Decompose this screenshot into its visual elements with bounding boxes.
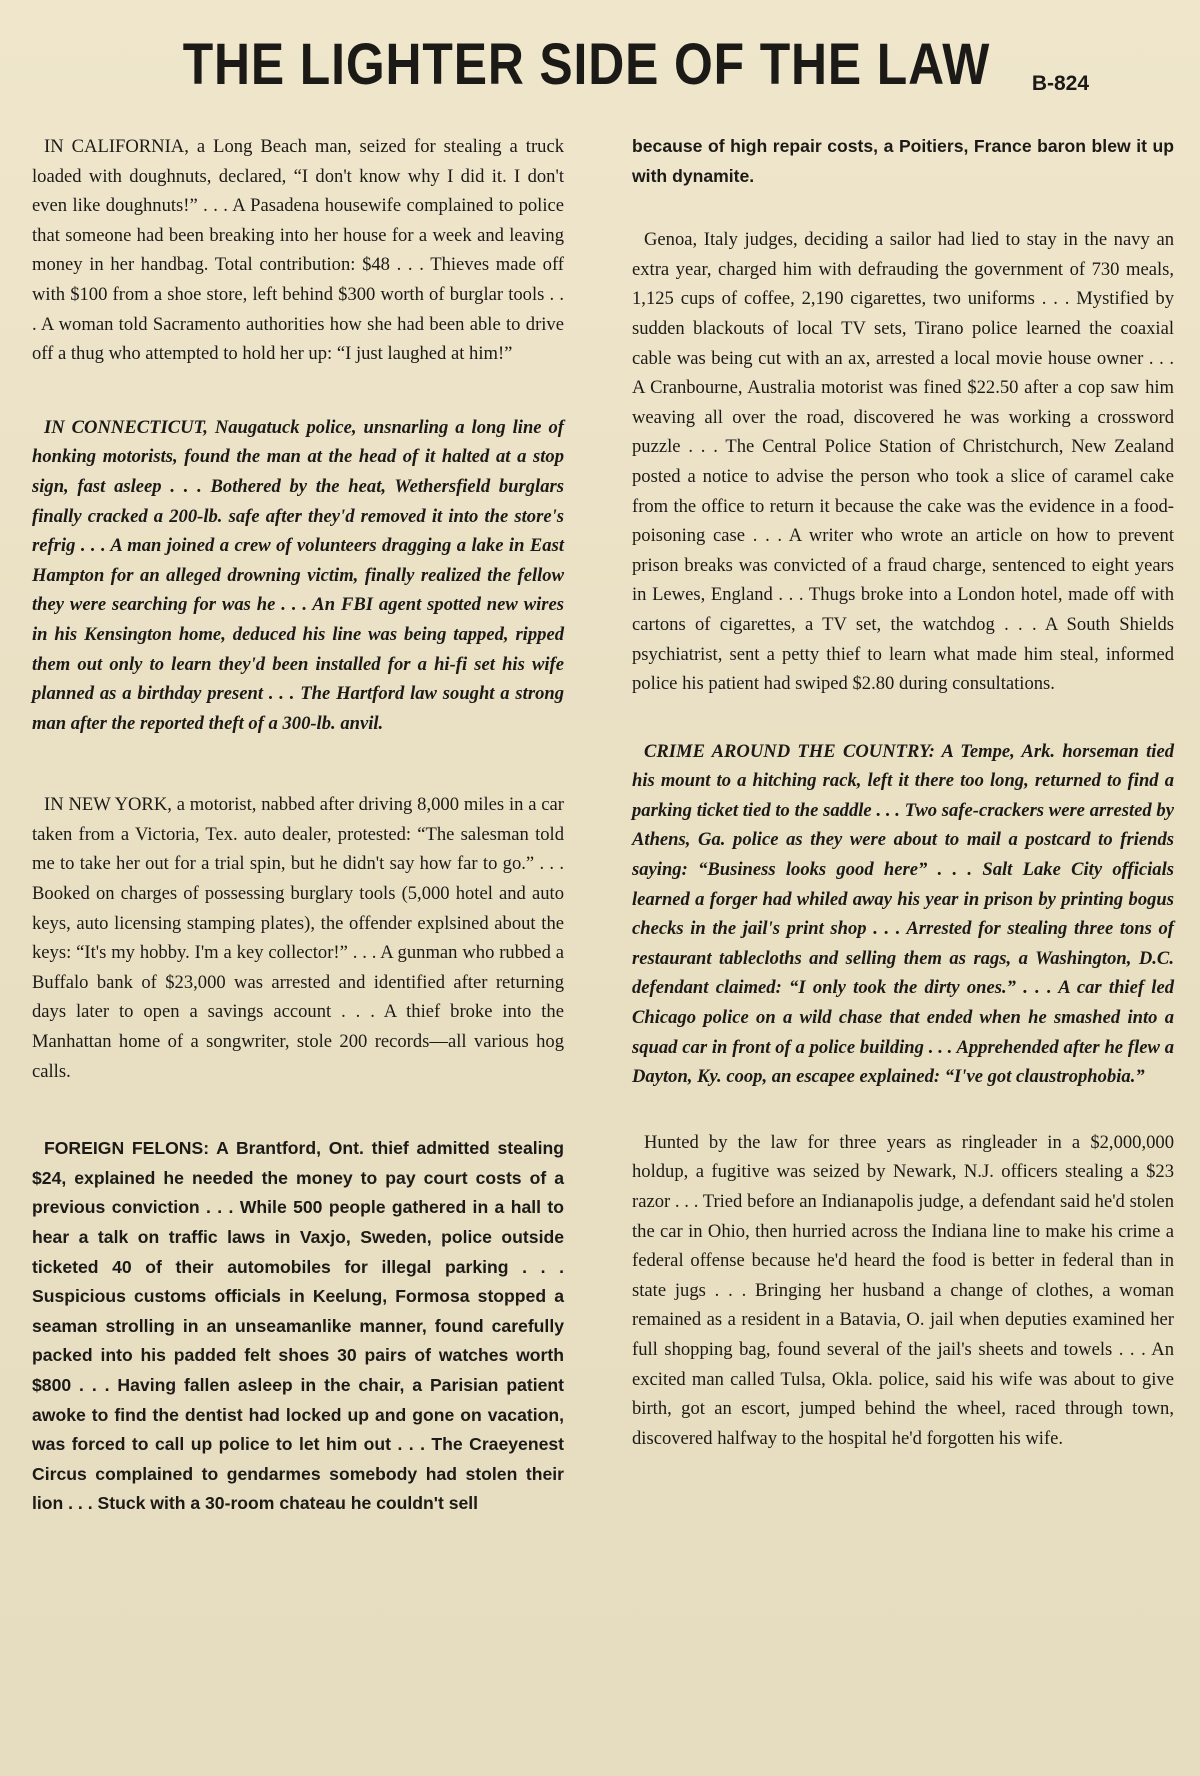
page-code: B-824: [1031, 72, 1090, 95]
foreign-felons-paragraph: FOREIGN FELONS: A Brantford, Ont. thief admitted stealing $24, explained he needed the money to pay court costs of a previous conviction . . . While 500 people gathered in a hall to hear a talk on traffic laws in Vaxjo, Sweden, police outside ticketed 40 of their automobiles for illegal parking . . . Suspicious customs officials in Keelung, Formosa stopped a seaman strolling in an unseamanlike manner, found carefully packed into his padded felt shoes 30 pairs of watches worth $800 . . . Having fallen asleep in the chair, a Parisian patient awoke to find the dentist had locked up and gone on vacation, was forced to call up police to let him out . . . The Craeyenest Circus complained to gendarmes somebody had stolen their lion . . . Stuck with a 30-room chateau he couldn't sell: [32, 1138, 564, 1514]
newyork-text: a motorist, nabbed after driving 8,000 miles in a car taken from a Victoria, Tex. auto dealer, protested: “The salesman told me to take her out for a trial spin, but he didn't say how far to go.” . . . Booked on charges of possessing burglary tools (5,000 hotel and auto keys, auto licensing stamping plates), the offender explsined about the keys: “It's my hobby. I'm a key collector!” . . . A gunman who rubbed a Buffalo bank of $23,000 was arrested and identified after returning days later to open a savings account . . . A thief broke into the Manhattan home of a songwriter, stole 200 records—all various hog calls.: [32, 794, 564, 1082]
foreign-felons-continued: because of high repair costs, a Poitiers, France baron blew it up with dynamite.: [632, 136, 1174, 186]
newyork-paragraph: [32, 790, 564, 1086]
hunted-paragraph: Hunted by the law for three years as ringleader in a $2,000,000 holdup, a fugitive was seized by Newark, N.J. officers stealing a $23 razor . . . Tried before an Indianapolis judge, a defendant said he'd stolen the car in Ohio, then hurried across the Indiana line to make his crime a federal offense because he'd heard the food is better in federal than in state jugs . . . Bringing her husband a change of clothes, a woman remained as a resident in a Batavia, O. jail when deputies examined her full shopping bag, found several of the jail's sheets and towels . . . An excited man called Tulsa, Okla. police, said his wife was about to give birth, got an escort, jumped behind the wheel, raced through town, discovered halfway to the hospital he'd forgotten his wife.: [632, 1131, 1174, 1449]
right-column: [632, 132, 1174, 1519]
page-title: THE LIGHTER SIDE OF THE LAW: [182, 32, 991, 97]
genoa-paragraph: Genoa, Italy judges, deciding a sailor had lied to stay in the navy an extra year, charged him with defrauding the government of 730 meals, 1,125 cups of coffee, 2,190 cigarettes, two uniforms . . . Mystified by sudden blackouts of local TV sets, Tirano police learned the coaxial cable was being cut with an ax, arrested a local movie house owner . . . A Cranbourne, Australia motorist was fined $22.50 after a cop saw him weaving all over the road, discovered he was working a crossword puzzle . . . The Central Police Station of Christchurch, New Zealand posted a notice to advise the person who took a slice of caramel cake from the office to return it because the cake was the evidence in a food-poisoning case . . . A writer who wrote an article on how to prevent prison breaks was convicted of a fraud charge, sentenced to eight years in Lewes, England . . . Thugs broke into a London hotel, made off with cartons of cigarettes, a TV set, the watchdog . . . A South Shields psychiatrist, sent a petty thief to learn what made him steal, informed police his patient had swiped $2.80 during consultations.: [632, 229, 1174, 695]
crime-around-country-paragraph: CRIME AROUND THE COUNTRY: A Tempe, Ark. horseman tied his mount to a hitching rack, left it there too long, returned to find a parking ticket tied to the saddle . . . Two safe-crackers were arrested by Athens, Ga. police as they were about to mail a postcard to friends saying: “Business looks good here” . . . Salt Lake City officials learned a forger had whiled away his year in prison by printing bogus checks in the jail's print shop . . . Arrested for stealing three tons of restaurant tablecloths and selling them as rags, a Washington, D.C. defendant claimed: “I only took the dirty ones.” . . . A car thief led Chicago police on a wild chase that ended when he smashed into a squad car in front of a police building . . . Apprehended after he flew a Dayton, Ky. coop, an escapee explained: “I've got claustrophobia.”: [632, 740, 1174, 1088]
article-columns: [32, 132, 1174, 1519]
connecticut-paragraph: IN CONNECTICUT, Naugatuck police, unsnarling a long line of honking motorists, found the man at the head of it halted at a stop sign, fast asleep . . . Bothered by the heat, Wethersfield burglars finally cracked a 200-lb. safe after they'd removed it into the store's refrig . . . A man joined a crew of volunteers dragging a lake in East Hampton for an alleged drowning victim, finally realized the fellow they were searching for was he . . . An FBI agent spotted new wires in his Kensington home, deduced his line was being tapped, ripped them out only to learn they'd been installed for a hi-fi set his wife planned as a birthday present . . . The Hartford law sought a strong man after the reported theft of a 300-lb. anvil.: [32, 416, 564, 734]
california-text: a Long Beach man, seized for stealing a truck loaded with doughnuts, declared, “I don't know why I did it. I don't even like doughnuts!” . . . A Pasadena housewife complained to police that someone had been breaking into her house for a week and leaving money in her handbag. Total contribution: $48 . . . Thieves made off with $100 from a shoe store, left behind $300 worth of burglar tools . . . A woman told Sacramento authorities how she had been able to drive off a thug who attempted to hold her up: “I just laughed at him!”: [32, 136, 564, 365]
california-paragraph: [32, 132, 564, 369]
header: [32, 28, 1174, 102]
newyork-heading: IN NEW YORK,: [44, 794, 172, 816]
california-heading: IN CALIFORNIA,: [44, 136, 189, 157]
left-column: [32, 132, 564, 1519]
